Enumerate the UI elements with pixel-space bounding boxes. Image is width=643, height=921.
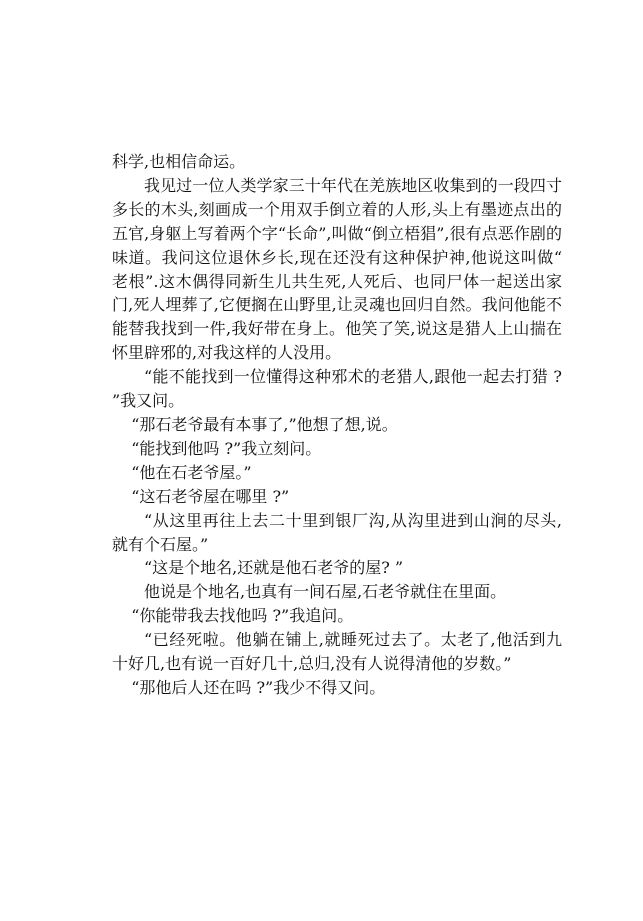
paragraph: “那他后人还在吗 ?”我少不得又问。: [131, 677, 386, 697]
paragraph: “能找到他吗 ?”我立刻问。: [131, 438, 322, 458]
paragraph: 他说是个地名,也真有一间石屋,石老爷就住在里面。: [144, 582, 507, 602]
paragraph: “从这里再往上去二十里到银厂沟,从沟里进到山涧的尽头,就有个石屋。”: [112, 510, 562, 554]
paragraph: “已经死啦。他躺在铺上,就睡死过去了。太老了,他活到九十好几,也有说一百好几十,总归,没有人说得清他的岁数。”: [112, 630, 562, 674]
paragraph: 科学,也相信命运。: [112, 152, 246, 171]
paragraph: “能不能找到一位懂得这种邪术的老猎人,跟他一起去打猎 ?”我又问。: [112, 367, 562, 411]
paragraph: “你能带我去找他吗 ?”我追问。: [131, 606, 354, 626]
paragraph: “这石老爷屋在哪里 ?”: [131, 486, 290, 506]
document-page: [112, 150, 562, 700]
paragraph: “那石老爷最有本事了,”他想了想,说。: [131, 414, 398, 434]
paragraph: 我见过一位人类学家三十年代在羌族地区收集到的一段四寸多长的木头,刻画成一个用双手倒立着的人形,头上有墨迹点出的五官,身躯上写着两个字“长命”,叫做“倒立梧猖”,很有点恶作剧的味道。我问这位退休乡长,现在还没有这种保护神,他说这叫做“老根”.这木偶得同新生儿共生死,人死后、也同尸体一起送出家门,死人埋葬了,它便搁在山野里,让灵魂也回归自然。我问他能不能替我找到一件,我好带在身上。他笑了笑,说这是猎人上山揣在怀里辟邪的,对我这样的人没用。: [112, 175, 562, 363]
paragraph: “他在石老爷屋。”: [131, 462, 252, 482]
paragraph: “这是个地名,还就是他石老爷的屋? ”: [144, 558, 404, 578]
